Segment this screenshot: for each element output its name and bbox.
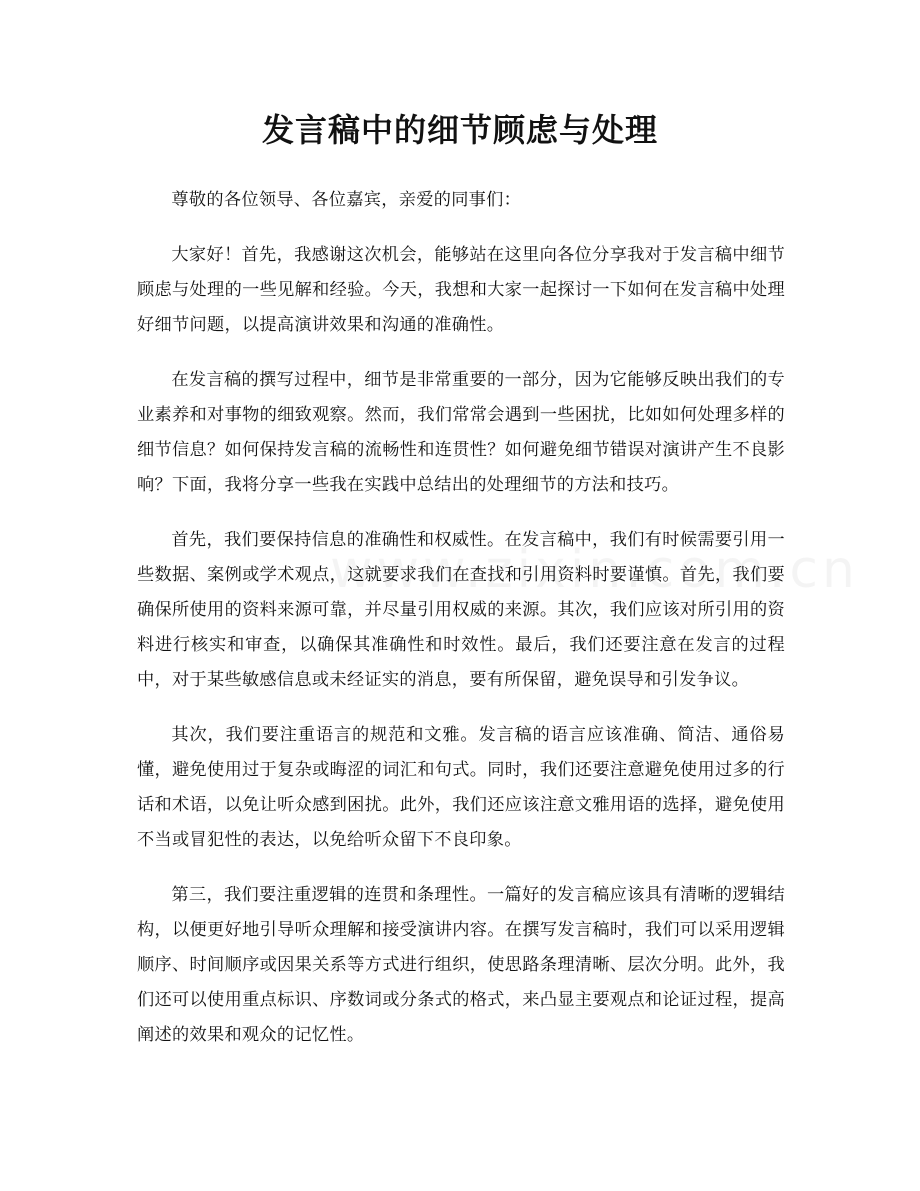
document-body — [137, 183, 785, 1073]
body-paragraph: 首先，我们要保持信息的准确性和权威性。在发言稿中，我们有时候需要引用一些数据、案例或学术观点，这就要求我们在查找和引用资料时要谨慎。首先，我们要确保所使用的资料来源可靠，并尽量引用权威的来源。其次，我们应该对所引用的资料进行核实和审查，以确保其准确性和时效性。最后，我们还要注意在发言的过程中，对于某些敏感信息或未经证实的消息，要有所保留，避免误导和引发争议。 — [137, 530, 785, 690]
body-paragraph: 第三，我们要注重逻辑的连贯和条理性。一篇好的发言稿应该具有清晰的逻辑结构，以便更好地引导听众理解和接受演讲内容。在撰写发言稿时，我们可以采用逻辑顺序、时间顺序或因果关系等方式进行组织，使思路条理清晰、层次分明。此外，我们还可以使用重点标识、序数词或分条式的格式，来凸显主要观点和论证过程，提高阐述的效果和观众的记忆性。 — [137, 885, 785, 1045]
intro-paragraph: 大家好！首先，我感谢这次机会，能够站在这里向各位分享我对于发言稿中细节顾虑与处理的一些见解和经验。今天，我想和大家一起探讨一下如何在发言稿中处理好细节问题，以提高演讲效果和沟通的准确性。 — [137, 245, 785, 335]
page-title: 发言稿中的细节顾虑与处理 — [261, 111, 658, 149]
body-paragraph: 其次，我们要注重语言的规范和文雅。发言稿的语言应该准确、简洁、通俗易懂，避免使用过于复杂或晦涩的词汇和句式。同时，我们还要注意避免使用过多的行话和术语，以免让听众感到困扰。此外，我们还应该注意文雅用语的选择，避免使用不当或冒犯性的表达，以免给听众留下不良印象。 — [137, 725, 785, 850]
body-paragraph: 在发言稿的撰写过程中，细节是非常重要的一部分，因为它能够反映出我们的专业素养和对事物的细致观察。然而，我们常常会遇到一些困扰，比如如何处理多样的细节信息？如何保持发言稿的流畅性和连贯性？如何避免细节错误对演讲产生不良影响？下面，我将分享一些我在实践中总结出的处理细节的方法和技巧。 — [137, 370, 785, 495]
salutation-paragraph: 尊敬的各位领导、各位嘉宾，亲爱的同事们： — [171, 190, 522, 210]
